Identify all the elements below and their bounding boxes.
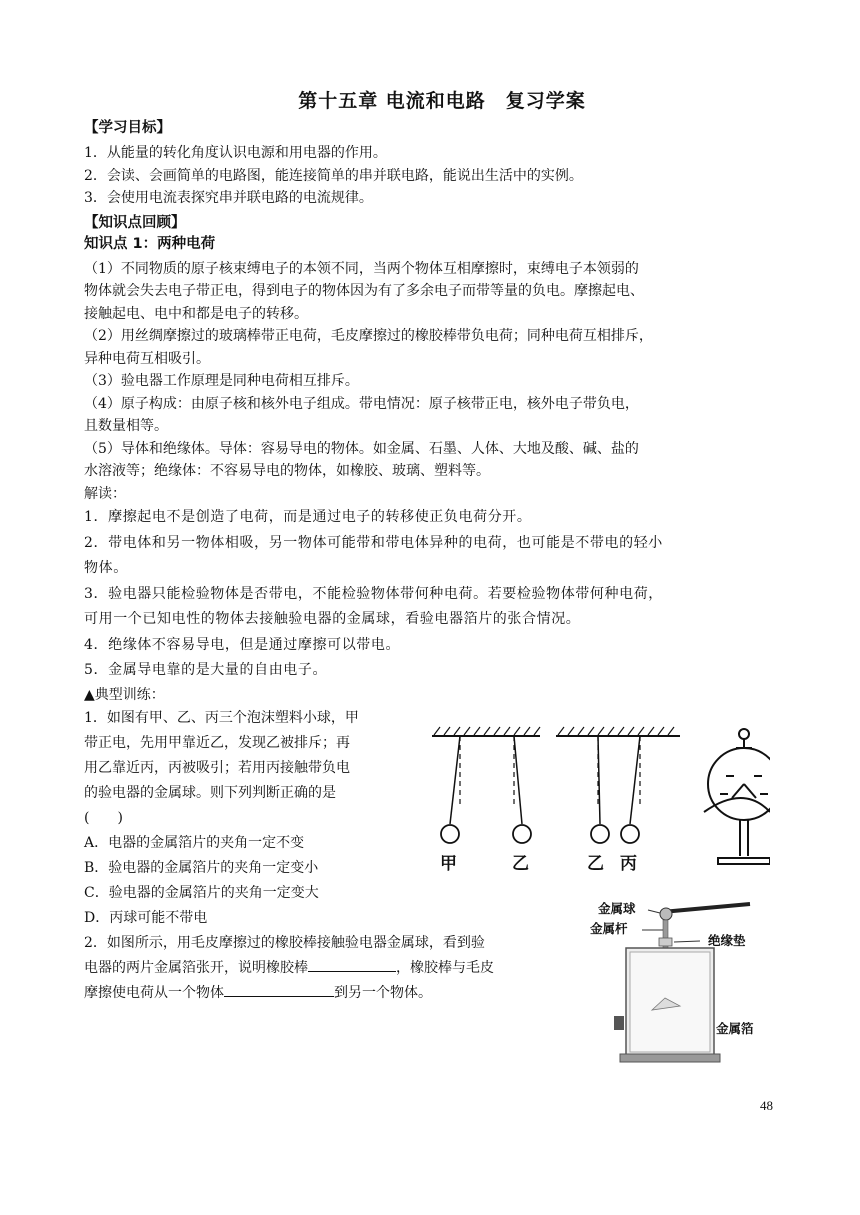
ball-label-yi-2: 乙	[587, 854, 604, 874]
point1-line: （2）用丝绸摩擦过的玻璃棒带正电荷，毛皮摩擦过的橡胶棒带负电荷；同种电荷互相排斥，	[84, 328, 653, 344]
ball-label-yi: 乙	[512, 854, 529, 874]
q2-text: 电器的两片金属箔张开，说明橡胶棒	[84, 960, 308, 976]
q2-text: 摩擦使电荷从一个物体	[84, 985, 224, 1001]
q1-option-b: B．验电器的金属箔片的夹角一定变小	[84, 860, 319, 876]
q1-answer-bracket: ( )	[84, 810, 123, 826]
figure-electroscope	[590, 896, 785, 1066]
label-metal-rod: 金属杆	[590, 921, 628, 936]
answer-blank-2[interactable]	[224, 981, 334, 997]
q1-line: 的验电器的金属球。则下列判断正确的是	[84, 785, 336, 801]
point1-line: 水溶液等；绝缘体：不容易导电的物体，如橡胶、玻璃、塑料等。	[84, 463, 490, 479]
q1-option-d: D．丙球可能不带电	[84, 910, 208, 926]
q1-option-a: A．电器的金属箔片的夹角一定不变	[84, 835, 305, 851]
answer-blank-1[interactable]	[308, 956, 396, 972]
point1-line: 异种电荷互相吸引。	[84, 350, 210, 367]
label-metal-ball: 金属球	[598, 901, 636, 916]
q2-line: 2．如图所示，用毛皮摩擦过的橡胶棒接触验电器金属球，看到验	[84, 935, 485, 951]
page-number: 48	[760, 1098, 773, 1113]
electroscope-icon	[704, 729, 770, 864]
review-heading: 【知识点回顾】	[84, 214, 186, 231]
ball-label-jia: 甲	[440, 854, 457, 874]
q2-text: 到另一个物体。	[334, 985, 432, 1001]
q2-text: ，橡胶棒与毛皮	[396, 960, 494, 976]
goals-heading: 【学习目标】	[84, 120, 171, 136]
point1-line: 且数量相等。	[84, 418, 168, 434]
point1-line: （3）验电器工作原理是同种电荷相互排斥。	[84, 373, 359, 389]
point1-line: 接触起电、电中和都是电子的转移。	[84, 305, 308, 322]
q1-line: 1．如图有甲、乙、丙三个泡沫塑料小球，甲	[84, 710, 359, 726]
figure-hanging-balls	[430, 724, 770, 884]
goal-line: 1．从能量的转化角度认识电源和用电器的作用。	[84, 145, 387, 161]
point1-line: 物体就会失去电子带正电，得到电子的物体因为有了多余电子而带等量的负电。摩擦起电、	[84, 283, 644, 299]
jiedu-line: 2．带电体和另一物体相吸，另一物体可能带和带电体异种的电荷，也可能是不带电的轻小	[84, 534, 663, 551]
jiedu-line: 4．绝缘体不容易导电，但是通过摩擦可以带电。	[84, 636, 401, 653]
point1-line: （4）原子构成：由原子核和核外电子组成。带电情况：原子核带正电，核外电子带负电，	[84, 395, 639, 412]
jiedu-line: 5．金属导电靠的是大量的自由电子。	[84, 662, 328, 678]
training-heading: ▲典型训练：	[84, 686, 165, 703]
goal-line: 3．会使用电流表探究串并联电路的电流规律。	[84, 190, 373, 206]
q1-line: 用乙靠近丙，丙被吸引；若用丙接触带负电	[84, 760, 350, 776]
page-title: 第十五章 电流和电路 复习学案	[298, 90, 586, 112]
point1-heading: 知识点 1：两种电荷	[84, 235, 216, 252]
label-insulating-pad: 绝缘垫	[708, 933, 746, 948]
q2-line	[84, 956, 584, 981]
q2-line	[84, 981, 584, 1006]
jiedu-line: 1．摩擦起电不是创造了电荷，而是通过电子的转移使正负电荷分开。	[84, 509, 532, 525]
ball-label-bing: 丙	[620, 854, 637, 874]
label-metal-foil: 金属箔	[716, 1021, 754, 1036]
q1-line: 带正电，先用甲靠近乙，发现乙被排斥；再	[84, 735, 350, 751]
question-1	[84, 706, 424, 931]
point1-line: （5）导体和绝缘体。导体：容易导电的物体。如金属、石墨、人体、大地及酸、碱、盐的	[84, 440, 639, 457]
q1-option-c: C．验电器的金属箔片的夹角一定变大	[84, 885, 319, 901]
point1-line: （1）不同物质的原子核束缚电子的本领不同，当两个物体互相摩擦时，束缚电子本领弱的	[84, 260, 639, 277]
jiedu-heading: 解读：	[84, 485, 126, 502]
jiedu-line: 可用一个已知电性的物体去接触验电器的金属球，看验电器箔片的张合情况。	[84, 611, 581, 627]
goal-line: 2．会读、会画简单的电路图，能连接简单的串并联电路，能说出生活中的实例。	[84, 167, 583, 184]
jiedu-line: 物体。	[84, 560, 128, 576]
jiedu-line: 3．验电器只能检验物体是否带电，不能检验物体带何种电荷。若要检验物体带何种电荷，	[84, 585, 663, 602]
question-2	[84, 931, 584, 1006]
